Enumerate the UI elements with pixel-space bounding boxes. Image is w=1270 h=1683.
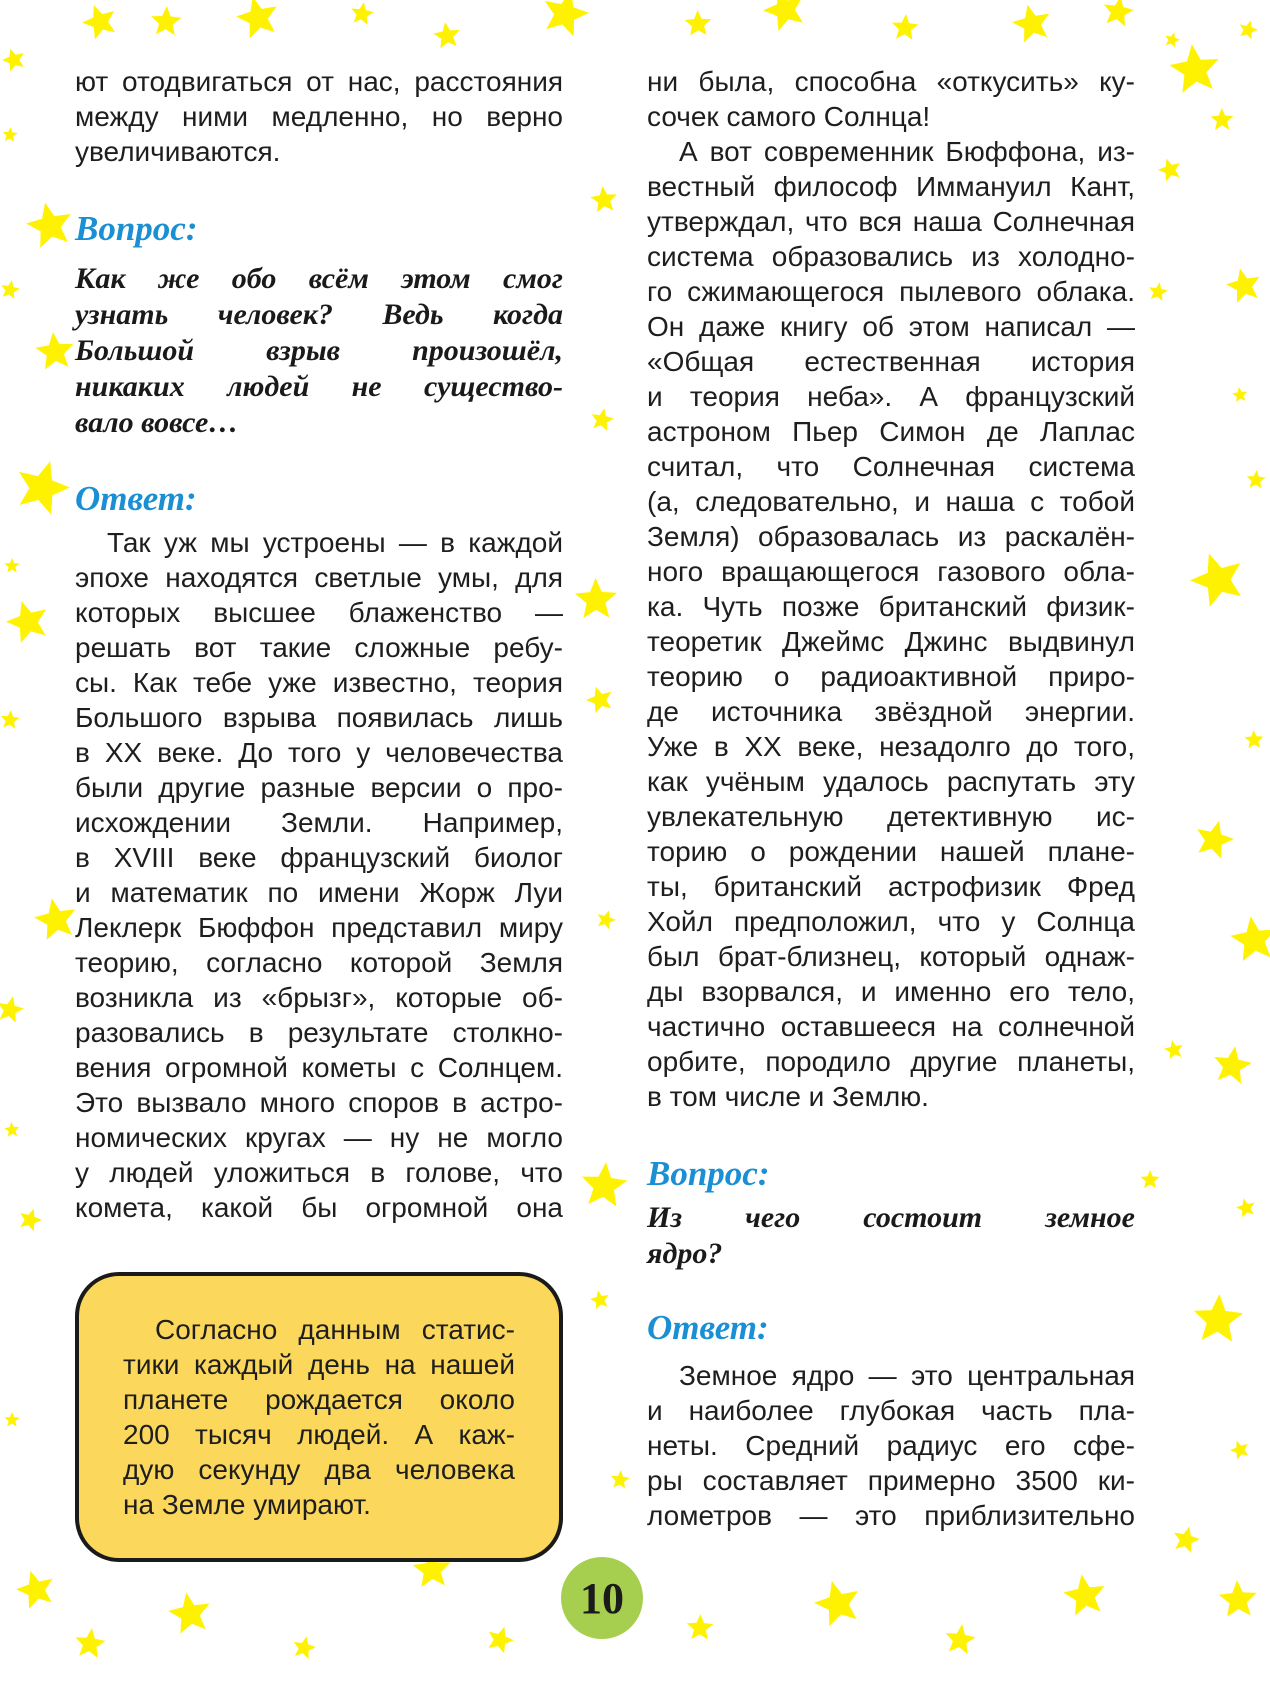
star-icon [891,13,919,40]
fact-line: планете рождается около [123,1384,515,1415]
star-icon [589,406,616,432]
star-icon [23,198,77,250]
star-icon [538,0,593,39]
star-icon [1234,1196,1257,1218]
text-line: и математик по имени Жорж Луи [75,877,563,908]
fact-line: тики каждый день на нашей [123,1349,515,1380]
star-icon [1228,913,1270,962]
answer-text [75,525,563,1225]
question-text [75,261,563,441]
question-line: Как же обо всём этом смог [75,262,563,295]
star-icon [34,330,76,370]
star-icon [16,1205,44,1233]
star-icon [589,1288,611,1310]
answer-heading: Ответ: [647,1308,769,1347]
text-line: Большого взрыва появилась лишь [75,702,563,733]
star-icon [1210,108,1233,130]
star-icon [0,45,28,73]
text-line: астроном Пьер Симон де Лаплас [647,416,1135,447]
star-icon [1244,730,1264,749]
continuation-text [647,64,1135,134]
text-line: Так уж мы устроены — в каждой [107,527,563,558]
text-line: орбите, породило другие планеты, [647,1046,1135,1077]
text-line: ры составляет примерно 3500 ки- [647,1465,1135,1496]
star-icon [686,1614,713,1640]
star-icon [758,0,810,34]
star-icon [583,683,616,715]
text-line: частично оставшееся на солнечной [647,1011,1135,1042]
text-line: эпохе находятся светлые умы, для [75,562,563,593]
star-icon [1211,1043,1254,1085]
star-icon [575,578,617,619]
text-line: теоретик Джеймс Джинс выдвинул [647,626,1135,657]
star-icon [12,1566,59,1611]
fact-line: Согласно данным статис- [155,1314,515,1345]
text-line: утверждал, что вся наша Солнечная [647,206,1135,237]
star-icon [684,10,711,36]
text-line: вения огромной кометы с Солнцем. [75,1052,563,1083]
left-column [75,64,563,1225]
kant-laplace-paragraph [647,134,1135,1114]
star-icon [1228,1437,1252,1461]
text-line: комета, какой бы огромной она [75,1192,563,1223]
star-icon [1223,265,1264,304]
star-icon [810,1575,865,1629]
star-icon [1170,1523,1202,1554]
text-line: ка. Чуть позже британский физик- [647,591,1135,622]
text-line: был брат-близнец, который однаж- [647,941,1135,972]
star-icon [1191,816,1237,861]
star-icon [349,0,375,25]
text-line: ют отодвигаться от нас, расстояния [75,66,563,97]
text-line: Леклерк Бюффон представил миру [75,912,563,943]
star-icon [1163,30,1182,48]
text-line: возникла из «брызг», которые об- [75,982,563,1013]
fact-box [75,1272,563,1562]
text-line: Это вызвало много споров в астро- [75,1087,563,1118]
text-line: Земля) образовалась из раскалён- [647,521,1135,552]
question-line: никаких людей не существо- [75,370,563,403]
fact-line: на Земле умирают. [123,1489,371,1520]
star-icon [1246,469,1266,488]
question-line: ядро? [647,1237,723,1270]
star-icon [1141,1170,1160,1188]
star-icon [1156,155,1184,182]
text-line: ды взорвался, и именно его тело, [647,976,1135,1007]
star-icon [1163,1038,1185,1059]
star-icon [1061,1571,1109,1617]
text-line: Земное ядро — это центральная [679,1360,1135,1391]
text-line: Хойл предположил, что у Солнца [647,906,1135,937]
question-text [647,1200,1135,1272]
fact-line: дую секунду два человека [123,1454,515,1485]
text-line: сочек самого Солнца! [647,101,931,132]
star-icon [0,994,26,1024]
star-icon [1184,545,1251,610]
text-line: и теория неба». А французский [647,381,1135,412]
star-icon [1101,0,1136,27]
text-line: лометров — это приблизительно [647,1500,1135,1531]
question-heading: Вопрос: [647,1154,770,1193]
text-line: решать вот такие сложные ребу- [75,632,563,663]
text-line: исхождении Земли. Например, [75,807,563,838]
text-line: у людей уложиться в голове, что [75,1157,563,1188]
question-line: Большой взрыв произошёл, [75,334,563,367]
text-line: увлекательную детективную ис- [647,801,1135,832]
star-icon [73,1626,107,1658]
star-icon [166,1589,214,1635]
text-line: ного вращающегося газового обла- [647,556,1135,587]
star-icon [2,126,18,142]
star-icon [1218,1579,1258,1617]
star-icon [291,1634,318,1660]
star-icon [1009,0,1054,44]
page-number-badge [561,1557,643,1639]
intro-text [75,64,563,169]
text-line: между ними медленно, но верно [75,101,563,132]
star-icon [4,1412,19,1427]
star-icon [1147,281,1169,302]
text-line: как учёным удалось распутать эту [647,766,1135,797]
star-icon [610,1469,631,1489]
star-icon [1237,18,1260,41]
text-line: «Общая естественная история [647,346,1135,377]
text-line: считал, что Солнечная система [647,451,1135,482]
star-icon [2,595,54,645]
star-icon [595,908,618,931]
text-line: вестный философ Иммануил Кант, [647,171,1135,202]
page-number: 10 [580,1573,624,1623]
star-icon [4,1121,20,1137]
right-column [647,64,1135,1533]
star-icon [0,278,21,299]
star-icon [943,1622,977,1655]
text-line: А вот современник Бюффона, из- [679,136,1135,167]
text-line: теорию, согласно которой Земля [75,947,563,978]
text-line: в XVIII веке французский биолог [75,842,563,873]
star-icon [1167,41,1222,94]
text-line: и наиболее глубокая часть пла- [647,1395,1135,1426]
star-icon [10,453,76,517]
question-heading: Вопрос: [75,209,198,248]
text-line: были другие разные версии о про- [75,772,563,803]
text-line: в том числе и Землю. [647,1081,929,1112]
question-line: вало вовсе… [75,406,239,439]
text-line: Уже в XX веке, незадолго до того, [647,731,1135,762]
star-icon [150,5,182,35]
star-icon [232,0,282,40]
star-icon [0,709,20,729]
question-line: узнать человек? Ведь когда [75,298,563,331]
text-line: ни была, способна «откусить» ку- [647,66,1135,97]
text-line: система образовались из холодно- [647,241,1135,272]
text-line: в XX веке. До того у человечества [75,737,563,768]
text-line: которых высшее блаженство — [75,597,563,628]
star-icon [1231,386,1248,402]
star-icon [31,894,80,941]
text-line: увеличиваются. [75,136,281,167]
text-line: (а, следовательно, и наша с тобой [647,486,1135,517]
text-line: сы. Как тебе уже известно, теория [75,667,563,698]
text-line: разовались в результате столкно- [75,1017,563,1048]
star-icon [589,185,618,213]
text-line: го сжимающегося пылевого облака. [647,276,1135,307]
fact-line: 200 тысяч людей. А каж- [123,1419,515,1450]
star-icon [1192,1293,1244,1343]
star-icon [78,0,121,42]
answer-heading: Ответ: [75,479,197,518]
answer-text [647,1358,1135,1533]
text-line: Он даже книгу об этом написал — [647,311,1135,342]
text-line: ты, британский астрофизик Фред [647,871,1135,902]
text-line: неты. Средний радиус его сфе- [647,1430,1135,1461]
text-line: торию о рождении нашей плане- [647,836,1135,867]
text-line: теорию о радиоактивной приро- [647,661,1135,692]
text-line: номических кругах — ну не могло [75,1122,563,1153]
star-icon [580,1160,629,1207]
star-icon [484,1622,517,1655]
text-line: де источника звёздной энергии. [647,696,1135,727]
star-icon [432,20,462,49]
star-icon [4,558,19,573]
question-line: Из чего состоит земное [647,1201,1135,1234]
